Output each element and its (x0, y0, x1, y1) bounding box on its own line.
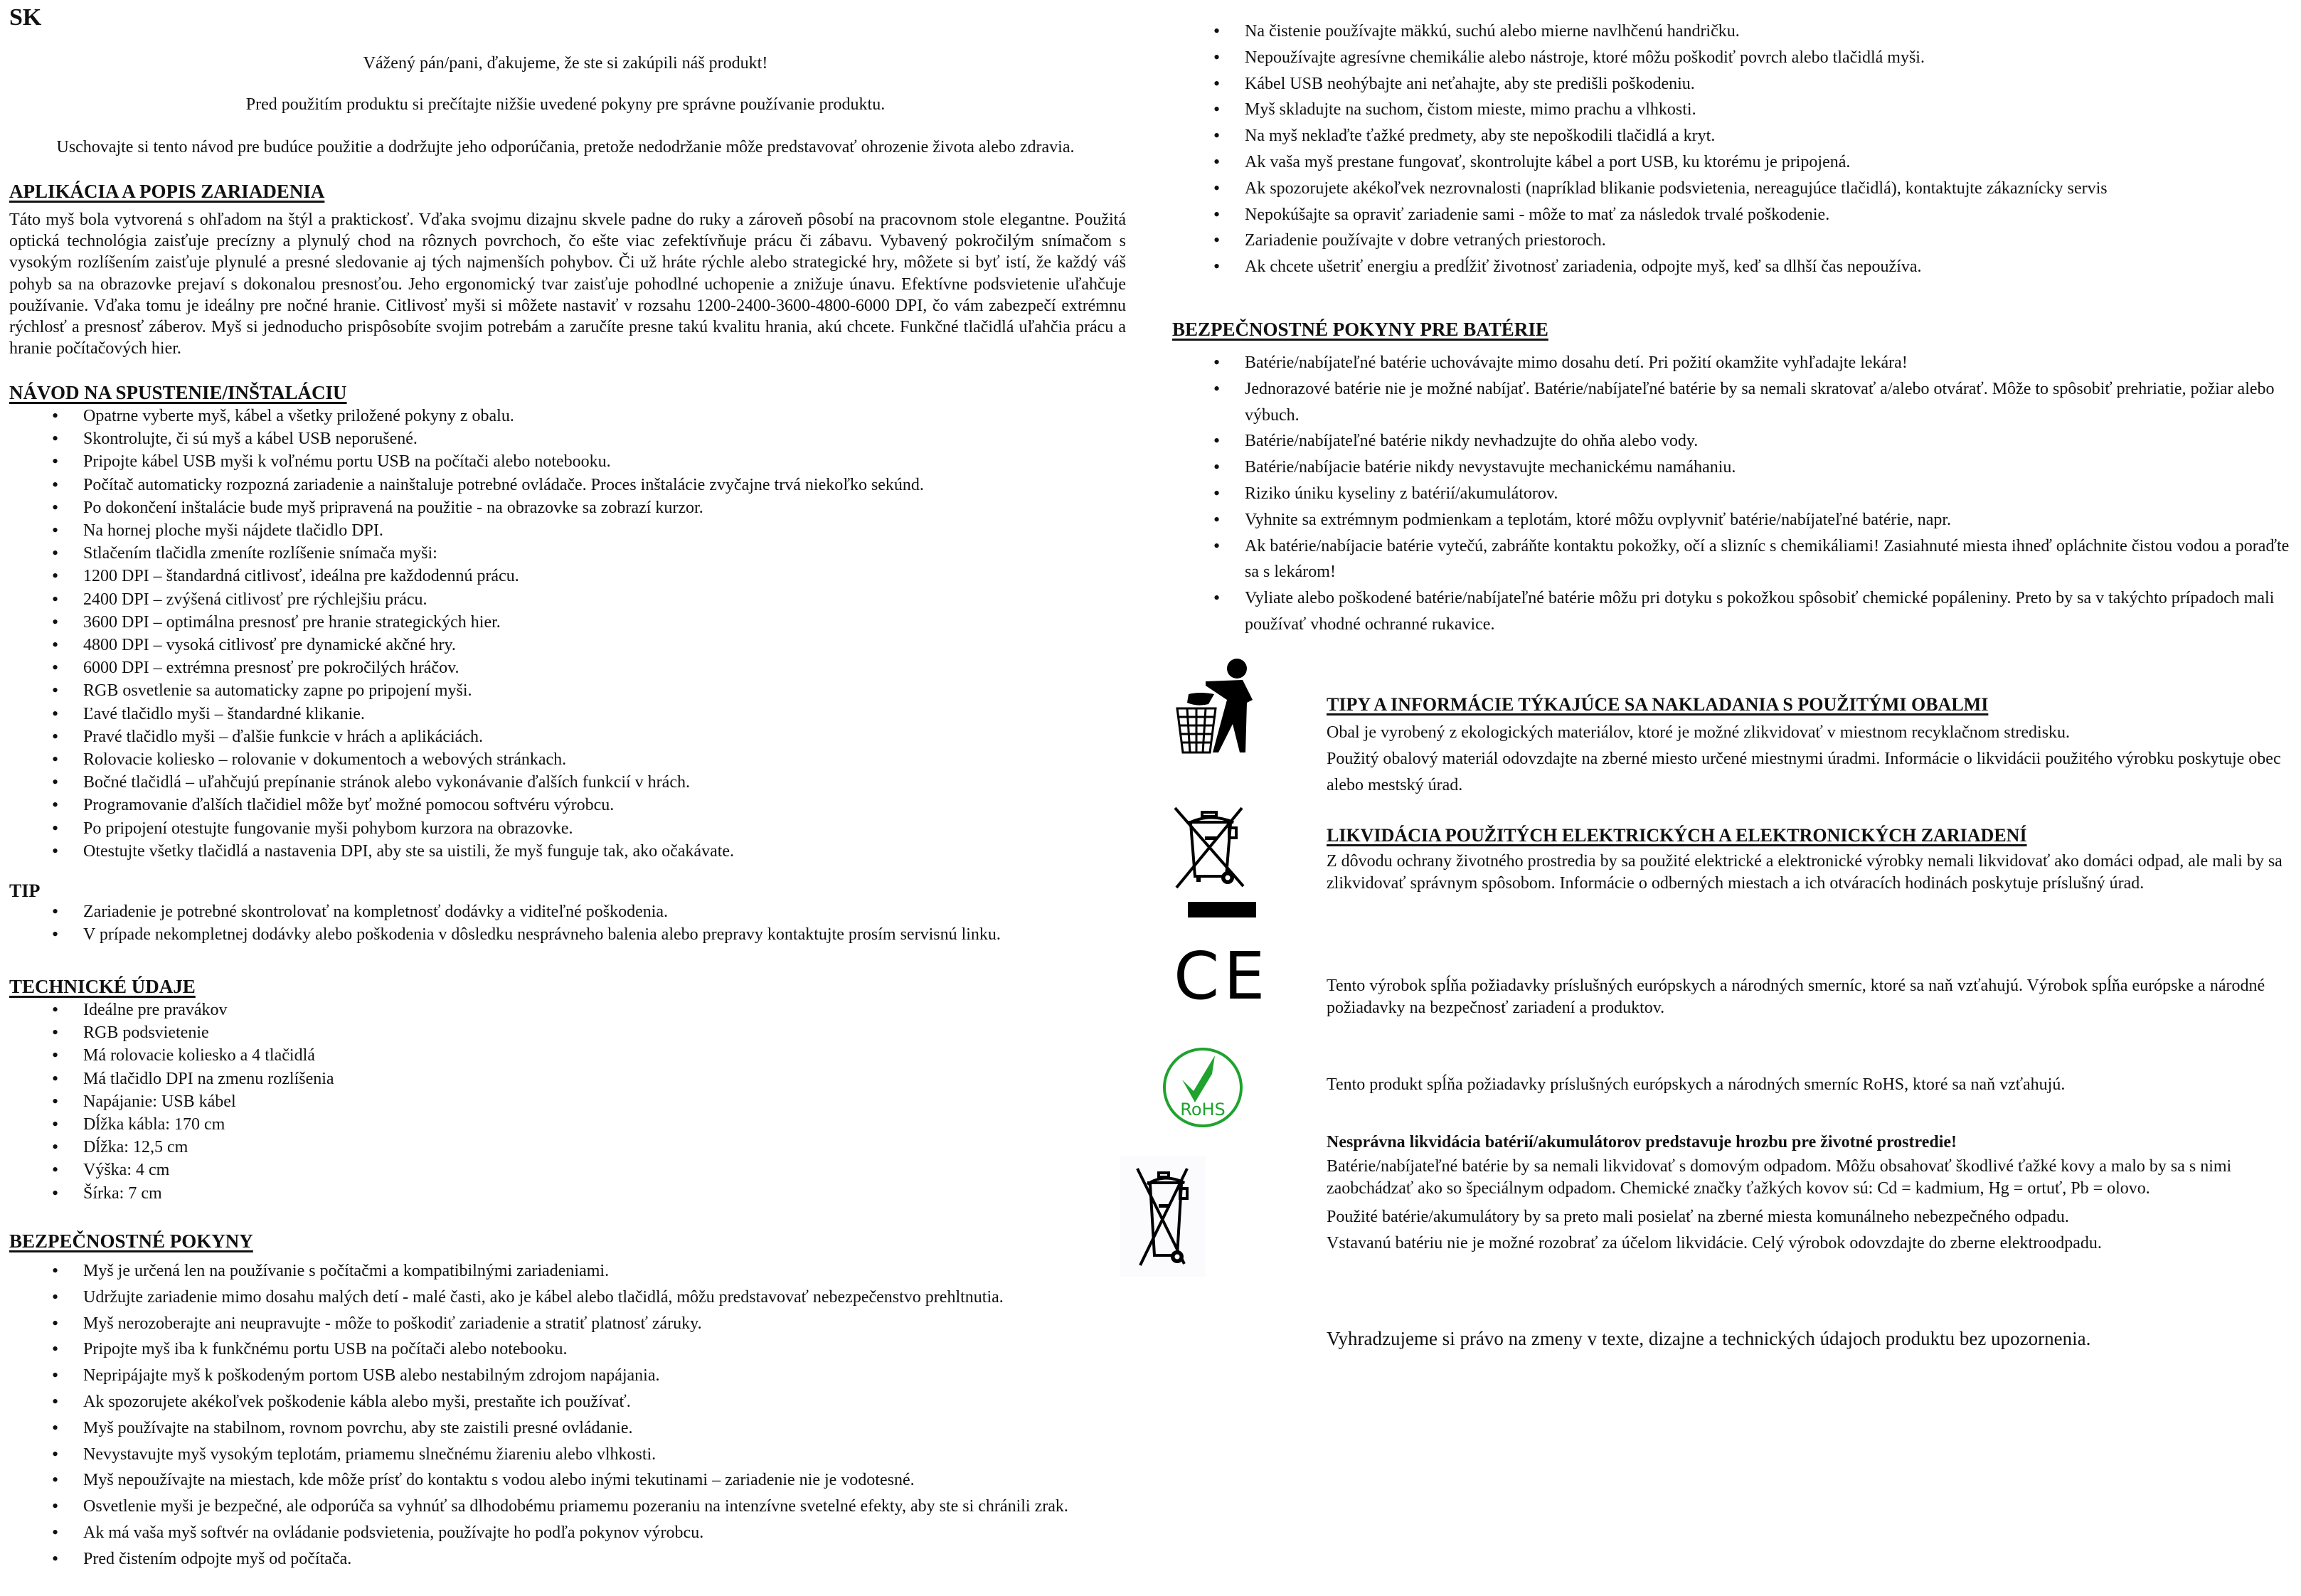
greeting-text: Vážený pán/pani, ďakujeme, že ste si zakúpili náš produkt! (363, 54, 768, 73)
battery-disposal-paragraph: Vstavanú batériu nie je možné rozobrať za účelom likvidácie. Celý výrobok odovzdajte do zberne elektroodpadu. (1327, 1233, 2102, 1252)
packaging-section (1327, 694, 2294, 798)
list-item: • 6000 DPI – extrémna presnosť pre pokročilých hráčov. (9, 656, 1126, 679)
list-item: • Jednorazové batérie nie je možné nabíjať. Batérie/nabíjateľné batérie by sa nemali skratovať a/alebo otvárať. Môže to spôsobiť prehriatie, požiar alebo výbuch. (1171, 376, 2291, 429)
weee-section (1327, 825, 2294, 895)
list-item: • Ideálne pre pravákov (9, 999, 1126, 1021)
footer-disclaimer: Vyhradzujeme si právo na zmeny v texte, dizajne a technických údajoch produktu bez upozornenia. (1327, 1328, 2091, 1349)
list-item: • Po dokončení inštalácie bude myš pripravená na použitie - na obrazovke sa zobrazí kurzor. (9, 496, 1126, 519)
technical-heading: TECHNICKÉ ÚDAJE (9, 976, 196, 997)
list-item: • Šírka: 7 cm (9, 1182, 1126, 1205)
battery-disposal-section (1327, 1129, 2294, 1256)
list-item: • Ak spozorujete akékoľvek nezrovnalosti (napríklad blikanie podsvietenia, nereagujúce tlačidlá), kontaktujte zákaznícky servis (1171, 176, 2291, 202)
installation-heading: NÁVOD NA SPUSTENIE/INŠTALÁCIU (9, 382, 347, 403)
tidyman-icon (1156, 653, 1270, 767)
installation-list (9, 405, 1126, 863)
list-item: • RGB osvetlenie sa automaticky zapne po pripojení myši. (9, 679, 1126, 702)
language-label: SK (9, 4, 42, 31)
list-item: • Na čistenie používajte mäkkú, suchú alebo mierne navlhčenú handričku. (1171, 18, 2291, 45)
crossed-bin-icon (1120, 1156, 1206, 1277)
list-item: • Ak má vaša myš softvér na ovládanie podsvietenia, používajte ho podľa pokynov výrobcu. (9, 1520, 1126, 1546)
list-item: • Zariadenie je potrebné skontrolovať na kompletnosť dodávky a viditeľné poškodenia. (9, 900, 1126, 923)
list-item: • Ak batérie/nabíjacie batérie vytečú, zabráňte kontaktu pokožky, očí a slizníc s chemikáliami! Zasiahnuté miesta ihneď opláchnite čistou vodou a poraďte sa s lekárom! (1171, 533, 2291, 586)
battery-disposal-heading: Nesprávna likvidácia batérií/akumulátorov predstavuje hrozbu pre životné prostredie! (1327, 1133, 1957, 1151)
list-item: • Pripojte myš iba k funkčnému portu USB na počítači alebo notebooku. (9, 1336, 1126, 1363)
list-item: • Má tlačidlo DPI na zmenu rozlíšenia (9, 1068, 1126, 1090)
list-item: • Batérie/nabíjacie batérie nikdy nevystavujte mechanickému namáhaniu. (1171, 454, 2291, 481)
list-item: • Ak vaša myš prestane fungovať, skontrolujte kábel a port USB, ku ktorému je pripojená. (1171, 149, 2291, 176)
application-heading: APLIKÁCIA A POPIS ZARIADENIA (9, 181, 325, 202)
list-item: • 2400 DPI – zvýšená citlivosť pre rýchlejšiu prácu. (9, 588, 1126, 611)
tip-label: TIP (9, 881, 41, 901)
list-item: • Nepokúšajte sa opraviť zariadenie sami - môže to mať za následok trvalé poškodenie. (1171, 202, 2291, 228)
safety-heading: BEZPEČNOSTNÉ POKYNY (9, 1230, 253, 1252)
list-item: • Bočné tlačidlá – uľahčujú prepínanie stránok alebo vykonávanie ďalších funkcií v hrách. (9, 771, 1126, 794)
list-item: • Stlačením tlačidla zmeníte rozlíšenie snímača myši: (9, 542, 1126, 565)
list-item: • V prípade nekompletnej dodávky alebo poškodenia v dôsledku nesprávneho balenia alebo prepravy kontaktujte prosím servisnú linku. (9, 923, 1126, 946)
ce-text: Tento výrobok spĺňa požiadavky príslušných európskych a národných smerníc, ktoré sa naň vzťahujú. Výrobok spĺňa európske a národné požiadavky na bezpečnosť zariadení a produktov. (1327, 977, 2265, 1017)
list-item: • Napájanie: USB kábel (9, 1090, 1126, 1113)
list-item: • Nevystavujte myš vysokým teplotám, priamemu slnečnému žiareniu alebo vlhkosti. (9, 1442, 1126, 1468)
list-item: • Dĺžka kábla: 170 cm (9, 1113, 1126, 1136)
packaging-heading: TIPY A INFORMÁCIE TÝKAJÚCE SA NAKLADANIA S POUŽITÝMI OBALMI (1327, 694, 1989, 715)
weee-heading: LIKVIDÁCIA POUŽITÝCH ELEKTRICKÝCH A ELEKTRONICKÝCH ZARIADENÍ (1327, 825, 2027, 846)
tip-list (9, 900, 1126, 946)
list-item: • Myš používajte na stabilnom, rovnom povrchu, aby ste zaistili presné ovládanie. (9, 1415, 1126, 1442)
safety-list (9, 1258, 1126, 1573)
list-item: • Po pripojení otestujte fungovanie myši pohybom kurzora na obrazovke. (9, 817, 1126, 840)
list-item: • Ak spozorujete akékoľvek poškodenie kábla alebo myši, prestaňte ich používať. (9, 1389, 1126, 1415)
battery-disposal-paragraph: Použité batérie/akumulátory by sa preto mali posielať na zberné miesta komunálneho nebezpečného odpadu. (1327, 1207, 2069, 1226)
list-item: • Otestujte všetky tlačidlá a nastavenia DPI, aby ste sa uistili, že myš funguje tak, ako očakávate. (9, 840, 1126, 863)
crossed-bin-icon (1167, 802, 1259, 930)
list-item: • Osvetlenie myši je bezpečné, ale odporúča sa vyhnúť sa dlhodobému priamemu pozeraniu na intenzívne svetelné efekty, aby ste si chránili zrak. (9, 1494, 1126, 1520)
application-description: Táto myš bola vytvorená s ohľadom na štýl a praktickosť. Vďaka svojmu dizajnu skvele padne do ruky a zároveň pôsobí na pracovnom stole elegantne. Použitá optická technológia zaisťuje precízny a plynulý chod na rôznych povrchoch, čo ešte viac zefektívňuje prácu či zábavu. Vybavený pokročilým snímačom s vysokým rozlíšením zaisťuje plynulé a presné sledovanie aj tých najmenších pohybov. Či už hráte rýchle alebo strategické hry, môžete si byť istí, že každý váš pohyb sa na obrazovke prejaví s dokonalou presnosťou. Jeho ergonomický tvar zaisťuje pohodlné uchopenie a znižuje únavu. Efektívne podsvietenie uľahčuje používanie. Vďaka tomu je ideálny pre nočné hranie. Citlivosť myši si môžete nastaviť v rozsahu 1200-2400-3600-4800-6000 DPI, čo vám zabezpečí extrémnu rýchlosť a presnosť záberov. Myš si jednoducho prispôsobíte svojim potrebám a zaručíte presne takú kvalitu hrania, akú chcete. Funkčné tlačidlá uľahčia prácu a hranie počítačových hier. (9, 211, 1126, 358)
battery-safety-heading: BEZPEČNOSTNÉ POKYNY PRE BATÉRIE (1172, 319, 1548, 340)
list-item: • Vyliate alebo poškodené batérie/nabíjateľné batérie môžu pri dotyku s pokožkou spôsobiť chemické popáleniny. Preto by sa v takýchto prípadoch mali používať vhodné ochranné rukavice. (1171, 585, 2291, 638)
list-item: • Na hornej ploche myši nájdete tlačidlo DPI. (9, 519, 1126, 542)
list-item: • Má rolovacie koliesko a 4 tlačidlá (9, 1044, 1126, 1067)
list-item: • Programovanie ďalších tlačidiel môže byť možné pomocou softvéru výrobcu. (9, 794, 1126, 816)
list-item: • Opatrne vyberte myš, kábel a všetky priložené pokyny z obalu. (9, 405, 1126, 427)
list-item: • Vyhnite sa extrémnym podmienkam a teplotám, ktoré môžu ovplyvniť batérie/nabíjateľné batérie, napr. (1171, 507, 2291, 533)
battery-safety-list (1171, 350, 2291, 638)
list-item: • Na myš neklaďte ťažké predmety, aby ste nepoškodili tlačidlá a kryt. (1171, 123, 2291, 149)
list-item: • Pravé tlačidlo myši – ďalšie funkcie v hrách a aplikáciách. (9, 725, 1126, 748)
weee-paragraph: Z dôvodu ochrany životného prostredia by sa použité elektrické a elektronické výrobky nemali likvidovať ako domáci odpad, ale mali by sa zlikvidovať správnym spôsobom. Informácie o odberných miestach a ich otváracích hodinách poskytuje príslušný úrad. (1327, 852, 2283, 893)
list-item: • Nepripájajte myš k poškodeným portom USB alebo nestabilným zdrojom napájania. (9, 1363, 1126, 1389)
list-item: • Kábel USB neohýbajte ani neťahajte, aby ste predišli poškodeniu. (1171, 71, 2291, 97)
rohs-icon (1161, 1046, 1245, 1129)
list-item: • Ak chcete ušetriť energiu a predĺžiť životnosť zariadenia, odpojte myš, keď sa dlhší čas nepoužíva. (1171, 254, 2291, 280)
list-item: • Pripojte kábel USB myši k voľnému portu USB na počítači alebo notebooku. (9, 450, 1126, 473)
list-item: • Nepoužívajte agresívne chemikálie alebo nástroje, ktoré môžu poškodiť povrch alebo tlačidlá myši. (1171, 45, 2291, 71)
packaging-paragraph: Použitý obalový materiál odovzdajte na zberné miesto určené miestnymi úradmi. Informácie o likvidácii použitého výrobku poskytuje obec alebo mestský úrad. (1327, 749, 2281, 794)
list-item: • Pred čistením odpojte myš od počítača. (9, 1546, 1126, 1573)
list-item: • Myš nerozoberajte ani neupravujte - môže to poškodiť zariadenie a stratiť platnosť záruky. (9, 1311, 1126, 1337)
safety-list-continued (1171, 18, 2291, 280)
list-item: • Ľavé tlačidlo myši – štandardné klikanie. (9, 703, 1126, 725)
rohs-label: RoHS (1180, 1100, 1226, 1119)
read-before-use-text: Pred použitím produktu si prečítajte nižšie uvedené pokyny pre správne používanie produktu. (245, 95, 886, 114)
list-item: • Udržujte zariadenie mimo dosahu malých detí - malé časti, ako je kábel alebo tlačidlá, môžu predstavovať nebezpečenstvo prehltnutia. (9, 1284, 1126, 1311)
rohs-text: Tento produkt spĺňa požiadavky príslušných európskych a národných smerníc RoHS, ktoré sa naň vzťahujú. (1327, 1075, 2066, 1094)
list-item: • Myš skladujte na suchom, čistom mieste, mimo prachu a vlhkosti. (1171, 97, 2291, 123)
list-item: • 1200 DPI – štandardná citlivosť, ideálna pre každodennú prácu. (9, 565, 1126, 587)
list-item: • Riziko úniku kyseliny z batérií/akumulátorov. (1171, 481, 2291, 507)
list-item: • Počítač automaticky rozpozná zariadenie a nainštaluje potrebné ovládače. Proces inštalácie zvyčajne trvá niekoľko sekúnd. (9, 474, 1126, 496)
list-item: • 3600 DPI – optimálna presnosť pre hranie strategických hier. (9, 611, 1126, 634)
list-item: • RGB podsvietenie (9, 1021, 1126, 1044)
list-item: • Zariadenie používajte v dobre vetraných priestoroch. (1171, 228, 2291, 254)
technical-list (9, 999, 1126, 1205)
keep-manual-text: Uschovajte si tento návod pre budúce použitie a dodržujte jeho odporúčania, pretože nedodržanie môže predstavovať ohrozenie života alebo zdravia. (56, 138, 1075, 156)
list-item: • Dĺžka: 12,5 cm (9, 1136, 1126, 1159)
ce-mark-icon: CE (1174, 938, 1270, 1014)
list-item: • Batérie/nabíjateľné batérie nikdy nevhadzujte do ohňa alebo vody. (1171, 428, 2291, 454)
battery-disposal-paragraph: Batérie/nabíjateľné batérie by sa nemali likvidovať s domovým odpadom. Môžu obsahovať škodlivé ťažké kovy a malo by sa s nimi zaobchádzať ako so špeciálnym odpadom. Chemické značky ťažkých kovov sú: Cd = kadmium, Hg = ortuť, Pb = olovo. (1327, 1156, 2232, 1198)
list-item: • 4800 DPI – vysoká citlivosť pre dynamické akčné hry. (9, 634, 1126, 656)
list-item: • Rolovacie koliesko – rolovanie v dokumentoch a webových stránkach. (9, 748, 1126, 771)
list-item: • Výška: 4 cm (9, 1159, 1126, 1181)
list-item: • Myš nepoužívajte na miestach, kde môže prísť do kontaktu s vodou alebo inými tekutinami – zariadenie nie je vodotesné. (9, 1467, 1126, 1494)
list-item: • Batérie/nabíjateľné batérie uchovávajte mimo dosahu detí. Pri požití okamžite vyhľadajte lekára! (1171, 350, 2291, 376)
list-item: • Myš je určená len na používanie s počítačmi a kompatibilnými zariadeniami. (9, 1258, 1126, 1284)
packaging-paragraph: Obal je vyrobený z ekologických materiálov, ktoré je možné zlikvidovať v miestnom recyklačnom stredisku. (1327, 723, 2071, 742)
list-item: • Skontrolujte, či sú myš a kábel USB neporušené. (9, 427, 1126, 450)
